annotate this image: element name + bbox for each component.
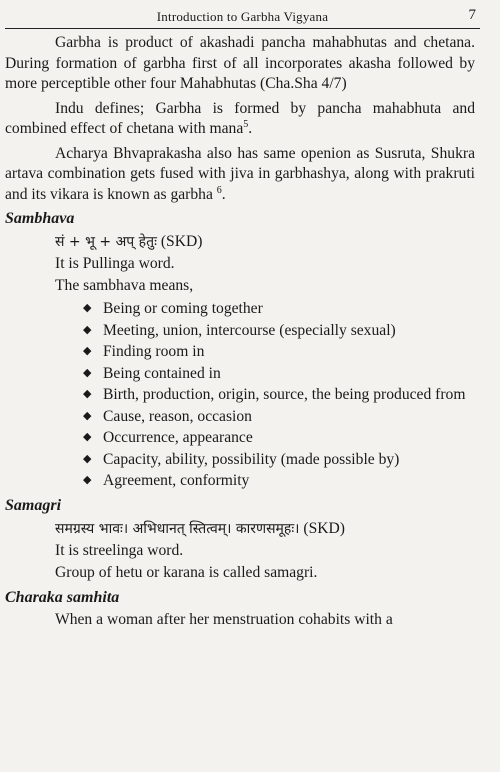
sanskrit-etymology: समग्रस्य भावः। अभिधानत् स्तित्वम्। कारणसमूहः। (55, 520, 300, 537)
diamond-bullet-icon: ◆ (83, 366, 92, 379)
list-item: ◆ Cause, reason, occasion (83, 406, 475, 428)
list-item: ◆ Birth, production, origin, source, the being produced from (83, 384, 475, 406)
paragraph-indu-definition: Indu defines; Garbha is formed by pancha mahabhuta and combined effect of chetana with mana$^5$. (5, 99, 475, 137)
samagri-gender: It is streelinga word. (55, 541, 184, 559)
page-body (5, 33, 475, 630)
list-item: ◆ Capacity, ability, possibility (made possible by) (83, 449, 475, 471)
diamond-bullet-icon: ◆ (83, 345, 92, 357)
sambhava-gender: It is Pullinga word. (55, 255, 175, 272)
footnote-marker-6: 6 (216, 184, 222, 196)
running-title: Introduction to Garbha Vigyana (156, 9, 329, 24)
etymology-reference: (SKD) (303, 519, 345, 537)
etymology-reference: (SKD) (160, 233, 203, 250)
section-charaka-samhita (5, 587, 475, 631)
list-item: ◆ Agreement, conformity (83, 470, 475, 492)
samagri-etymology (5, 518, 475, 540)
paragraph-garbha-definition: Garbha is product of akashadi pancha mahabhutas and chetana. During formation of garbha first of all incorporates akasha followed by more perceptible other four Mahabhutas (Cha.Sha 4/7) (5, 34, 475, 92)
heading-charaka-samhita: Charaka samhita (5, 588, 120, 606)
running-header (5, 2, 480, 29)
heading-samagri: Samagri (5, 496, 62, 514)
list-item: ◆ Finding room in (83, 341, 475, 363)
list-item: ◆ Meeting, union, intercourse (especially sexual) (83, 320, 475, 342)
sambhava-meaning-list (5, 298, 475, 492)
paragraph-charaka: When a woman after her menstruation cohabits with a (55, 610, 393, 628)
heading-sambhava: Sambhava (5, 210, 75, 227)
diamond-bullet-icon: ◆ (83, 452, 92, 465)
list-item: ◆ Occurrence, appearance (83, 427, 475, 449)
diamond-bullet-icon: ◆ (83, 431, 92, 443)
section-sambhava (5, 208, 475, 492)
section-samagri (5, 495, 475, 584)
list-item: ◆ Being contained in (83, 363, 475, 385)
paragraph-bhavaprakasha: Acharya Bhvaprakasha also has same openion as Susruta, Shukra artava combination gets fused with jiva in garbhashya, along with prakruti and its vikara is known as garbha $^6$. (5, 144, 475, 203)
diamond-bullet-icon: ◆ (83, 388, 92, 400)
list-item: ◆ Being or coming together (83, 298, 475, 320)
samagri-definition: Group of hetu or karana is called samagri. (55, 563, 318, 581)
sambhava-etymology (5, 231, 475, 253)
footnote-marker-5: 5 (243, 118, 249, 130)
sambhava-intro: The sambhava means, (55, 277, 194, 294)
diamond-bullet-icon: ◆ (83, 323, 92, 336)
sanskrit-etymology: सं + भू + अप् हेतुः (55, 234, 157, 250)
diamond-bullet-icon: ◆ (83, 409, 92, 422)
diamond-bullet-icon: ◆ (83, 302, 92, 314)
diamond-bullet-icon: ◆ (83, 474, 92, 486)
page-number: 7 (468, 7, 476, 23)
